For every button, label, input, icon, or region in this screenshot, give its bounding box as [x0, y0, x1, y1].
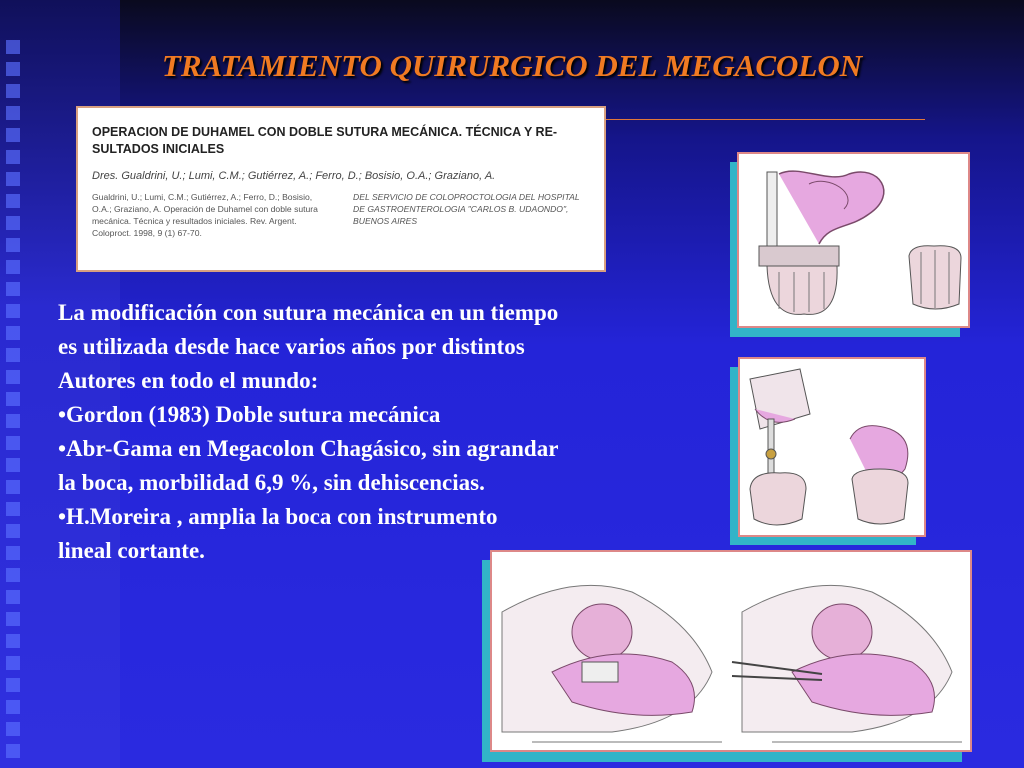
circular-stapler-illustration	[730, 357, 926, 545]
body-line: Autores en todo el mundo:	[58, 368, 319, 393]
citation-authors: Dres. Gualdrini, U.; Lumi, C.M.; Gutiérrez, A.; Ferro, D.; Bosisio, O.A.; Graziano, A.	[92, 170, 496, 182]
slide-title: TRATAMIENTO QUIRURGICO DEL MEGACOLON	[161, 48, 863, 83]
body-text	[58, 296, 688, 568]
title-divider	[600, 119, 925, 120]
pelvic-section-illustration	[482, 550, 972, 762]
body-line: la boca, morbilidad 6,9 %, sin dehiscencias.	[58, 470, 485, 495]
body-line: La modificación con sutura mecánica en un tiempo	[58, 300, 559, 325]
citation-institution: DEL SERVICIO DE COLOPROCTOLOGIA DEL HOSPITAL DE GASTROENTEROLOGIA "CARLOS B. UDAONDO", BUENOS AIRES	[353, 192, 580, 226]
body-line: •Gordon (1983) Doble sutura mecánica	[58, 402, 441, 427]
stapler-anastomosis-illustration	[730, 152, 970, 337]
article-citation	[76, 106, 606, 272]
body-line: •H.Moreira , amplia la boca con instrumento	[58, 504, 498, 529]
citation-title: OPERACION DE DUHAMEL CON DOBLE SUTURA MECÁNICA. TÉCNICA Y RE-SULTADOS INICIALES	[92, 125, 558, 156]
body-line: lineal cortante.	[58, 538, 205, 563]
decorative-squares	[0, 40, 40, 768]
body-line: es utilizada desde hace varios años por distintos	[58, 334, 525, 359]
citation-reference: Gualdrini, U.; Lumi, C.M.; Gutiérrez, A.; Ferro, D.; Bosisio, O.A.; Graziano, A. Operación de Duhamel con doble sutura mecánica. Técnica y resultados iniciales. Rev. Argent. Coloproct. 1998, 9 (1) 67-70.	[92, 192, 318, 238]
body-line: •Abr-Gama en Megacolon Chagásico, sin agrandar	[58, 436, 559, 461]
citation-details	[92, 191, 590, 239]
